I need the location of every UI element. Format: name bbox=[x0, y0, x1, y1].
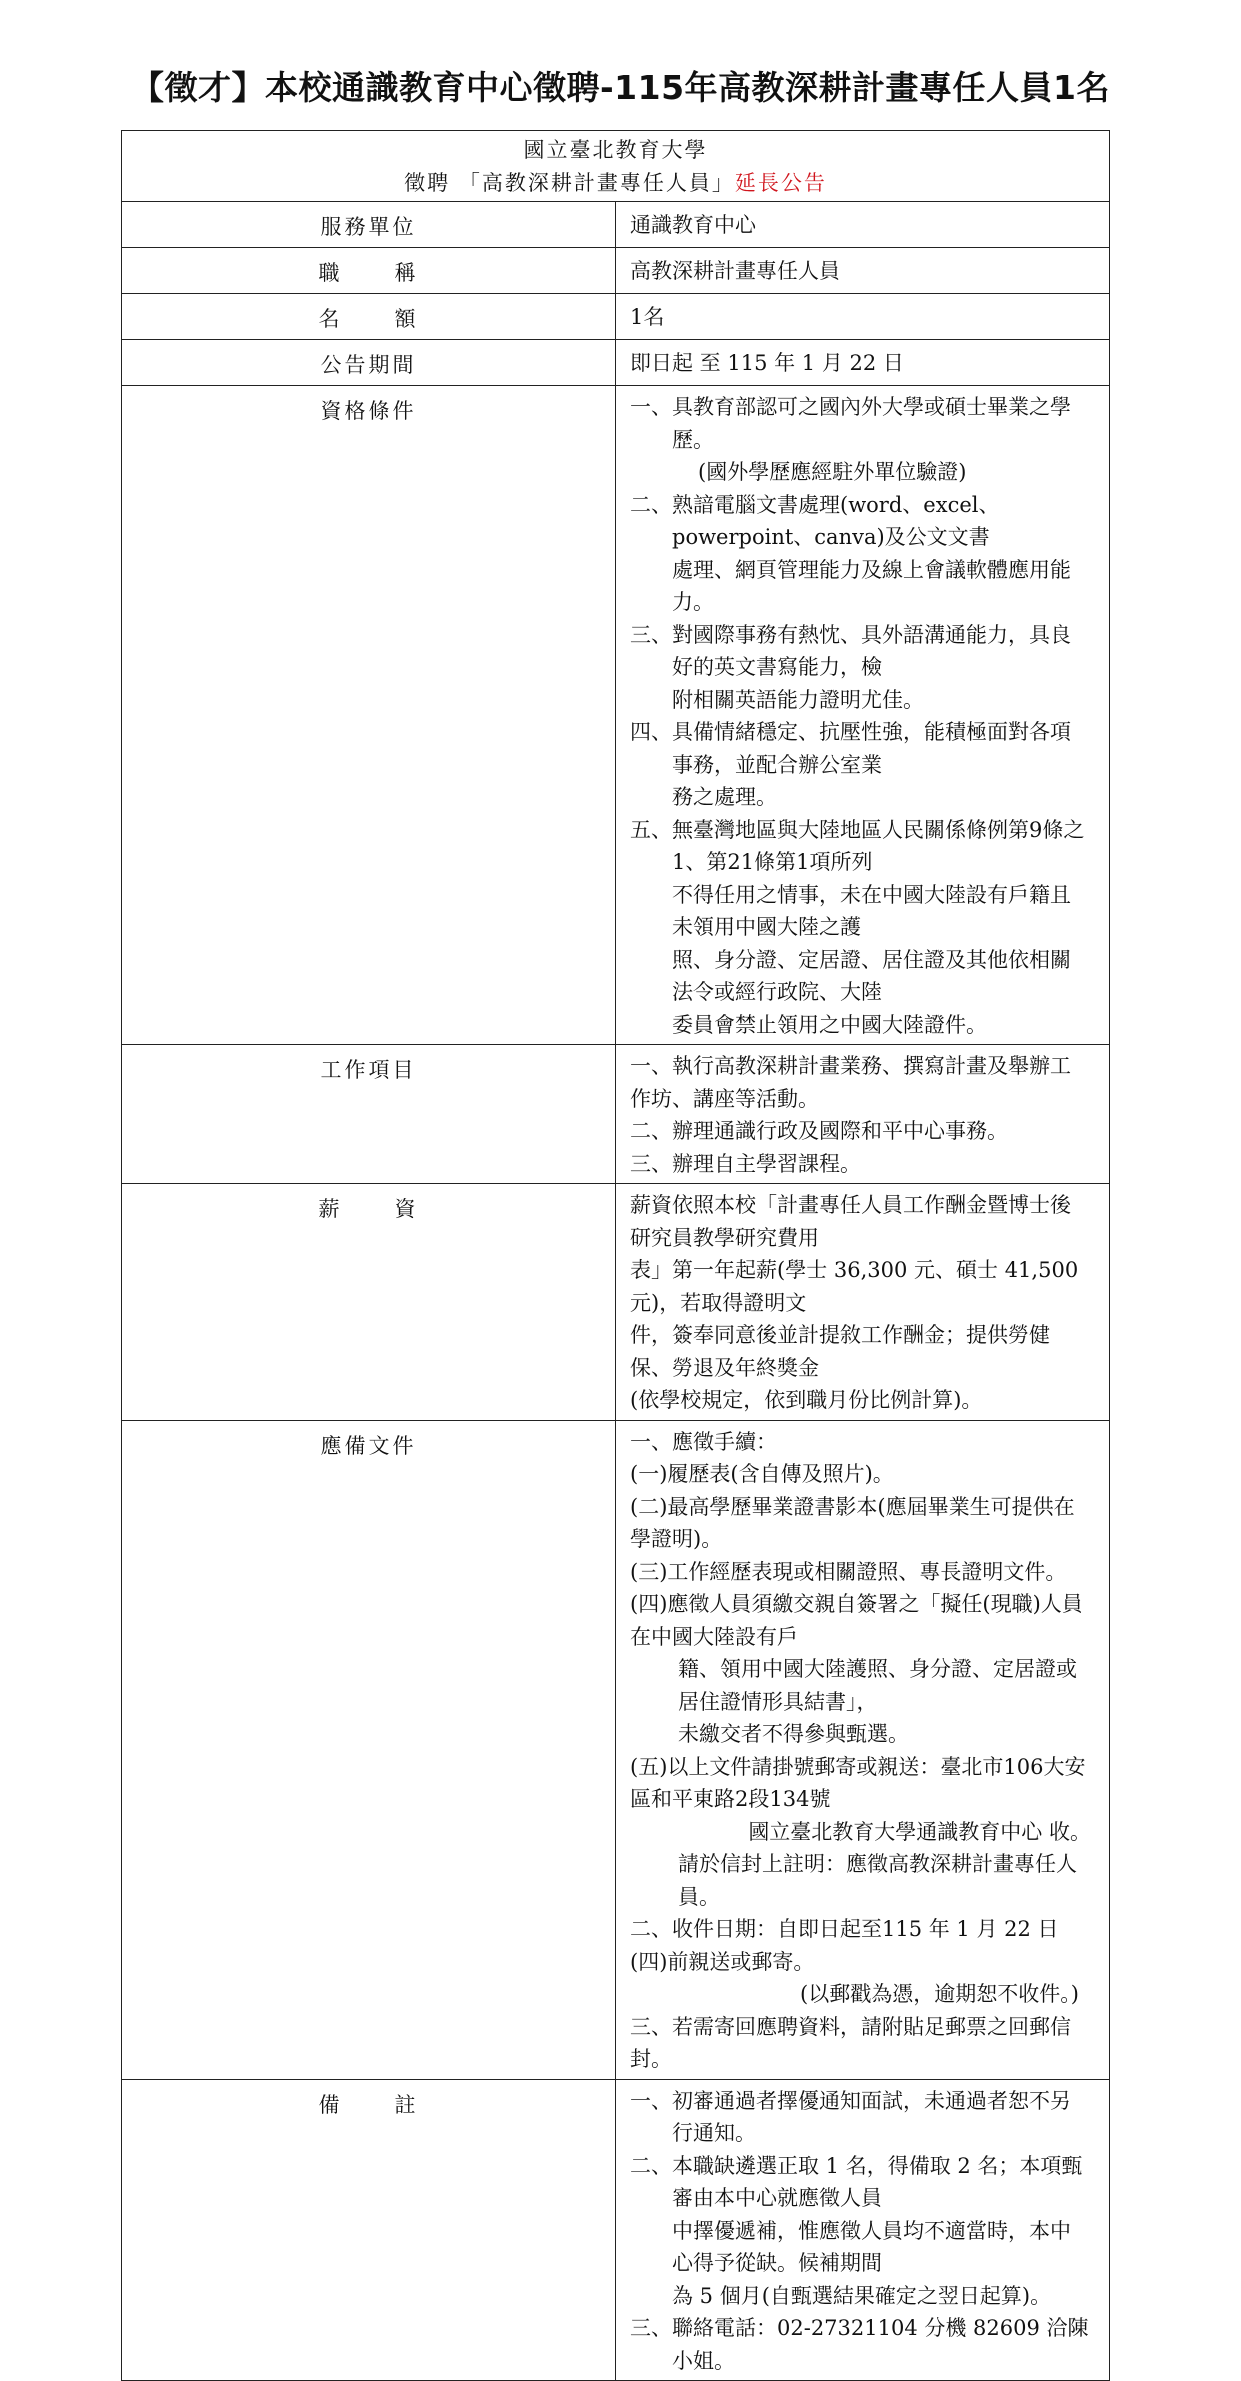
duty-item: 一、執行高教深耕計畫業務、撰寫計畫及舉辦工作坊、講座等活動。 bbox=[630, 1054, 1071, 1111]
row-period bbox=[122, 340, 1110, 386]
label-unit: 服務單位 bbox=[122, 202, 616, 248]
header-row bbox=[122, 131, 1110, 202]
value-quota: 1名 bbox=[616, 294, 1110, 340]
row-qualifications bbox=[122, 386, 1110, 1045]
qualification-item: 二、 熟諳電腦文書處理(word、excel、powerpoint、canva)及公文文書 處理、網頁管理能力及線上會議軟體應用能力。 bbox=[630, 492, 1071, 614]
row-salary bbox=[122, 1184, 1110, 1421]
qualification-item: 三、 對國際事務有熱忱、具外語溝通能力，具良好的英文書寫能力，檢 附相關英語能力證明尤佳。 bbox=[630, 622, 1071, 712]
label-period: 公告期間 bbox=[122, 340, 616, 386]
value-remarks bbox=[616, 2079, 1110, 2381]
value-duties bbox=[616, 1045, 1110, 1184]
notice-header bbox=[122, 131, 1110, 202]
page-title: 【徵才】本校通識教育中心徵聘-115年高教深耕計畫專任人員1名 bbox=[130, 68, 1111, 107]
value-unit: 通識教育中心 bbox=[616, 202, 1110, 248]
value-documents: 一、應徵手續： (一)履歷表(含自傳及照片)。 (二)最高學歷畢業證書影本(應屆畢業生可提供在學證明)。 (三)工作經歷表現或相關證照、專長證明文件。 (四)應徵人員須繳交親自簽署之「擬任(現職)人員在中國大陸設有戶 籍、領用中國大陸護照、身分證、定居證或居住證情形具結書」， 未繳交者不得參與甄選。 (五)以上文件請掛號郵寄或親送：臺北市106大安區和平東路2段134號 國立臺北教育大學通識教育中心 收。 請於信封上註明：應徵高教深耕計畫專任人員。 二、收件日期：自即日起至115 年 1 月 22 日(四)前親送或郵寄。 (以郵戳為憑，逾期恕不收件。) 三、若需寄回應聘資料，請附貼足郵票之回郵信封。 bbox=[616, 1420, 1110, 2079]
value-period: 即日起 至 115 年 1 月 22 日 bbox=[616, 340, 1110, 386]
row-unit bbox=[122, 202, 1110, 248]
label-documents: 應備文件 bbox=[122, 1420, 616, 2079]
qualification-item: 五、 無臺灣地區與大陸地區人民關係條例第9條之1、第21條第1項所列 不得任用之情事，未在中國大陸設有戶籍且未領用中國大陸之護 照、身分證、定居證、居住證及其他依相關法令或經行政院、大陸 委員會禁止領用之中國大陸證件。 bbox=[630, 817, 1085, 1037]
duty-item: 三、辦理自主學習課程。 bbox=[630, 1151, 861, 1176]
label-duties: 工作項目 bbox=[122, 1045, 616, 1184]
row-position bbox=[122, 248, 1110, 294]
label-qualifications: 資格條件 bbox=[122, 386, 616, 1045]
value-salary: 薪資依照本校「計畫專任人員工作酬金暨博士後研究員教學研究費用 表」第一年起薪(學士 36,300 元、碩士 41,500 元)，若取得證明文 件，簽奉同意後並計提敘工作酬金；提供勞健保、勞退及年終獎金 (依學校規定，依到職月份比例計算)。 bbox=[616, 1184, 1110, 1421]
row-remarks bbox=[122, 2079, 1110, 2381]
label-quota: 名額 bbox=[122, 294, 616, 340]
value-position: 高教深耕計畫專任人員 bbox=[616, 248, 1110, 294]
label-remarks: 備註 bbox=[122, 2079, 616, 2381]
qualification-item: 四、 具備情緒穩定、抗壓性強，能積極面對各項事務，並配合辦公室業 務之處理。 bbox=[630, 720, 1071, 809]
value-qualifications bbox=[616, 386, 1110, 1045]
label-position: 職稱 bbox=[122, 248, 616, 294]
duty-item: 二、辦理通識行政及國際和平中心事務。 bbox=[630, 1119, 1008, 1143]
notice-subtitle bbox=[122, 167, 1109, 200]
university-name: 國立臺北教育大學 bbox=[523, 138, 708, 162]
qualification-item: 一、 具教育部認可之國內外大學或碩士畢業之學歷。 (國外學歷應經駐外單位驗證) bbox=[630, 395, 1071, 484]
job-notice-table bbox=[121, 130, 1110, 2381]
remark-item: 一、 初審通過者擇優通知面試，未通過者恕不另行通知。 bbox=[630, 2088, 1071, 2145]
remark-item: 二、 本職缺遴選正取 1 名，得備取 2 名；本項甄審由本中心就應徵人員 中擇優遞補，惟應徵人員均不適當時，本中心得予從缺。候補期間 為 5 個月(自甄選結果確定之翌日起算)。 bbox=[630, 2153, 1083, 2308]
label-salary: 薪資 bbox=[122, 1184, 616, 1421]
row-duties bbox=[122, 1045, 1110, 1184]
notice-subtitle-prefix: 徵聘 「高教深耕計畫專任人員」 bbox=[404, 170, 735, 195]
row-quota bbox=[122, 294, 1110, 340]
extension-notice-label: 延長公告 bbox=[734, 170, 827, 195]
remark-item: 三、 聯絡電話：02-27321104 分機 82609 洽陳小姐。 bbox=[630, 2316, 1089, 2373]
row-documents bbox=[122, 1420, 1110, 2079]
